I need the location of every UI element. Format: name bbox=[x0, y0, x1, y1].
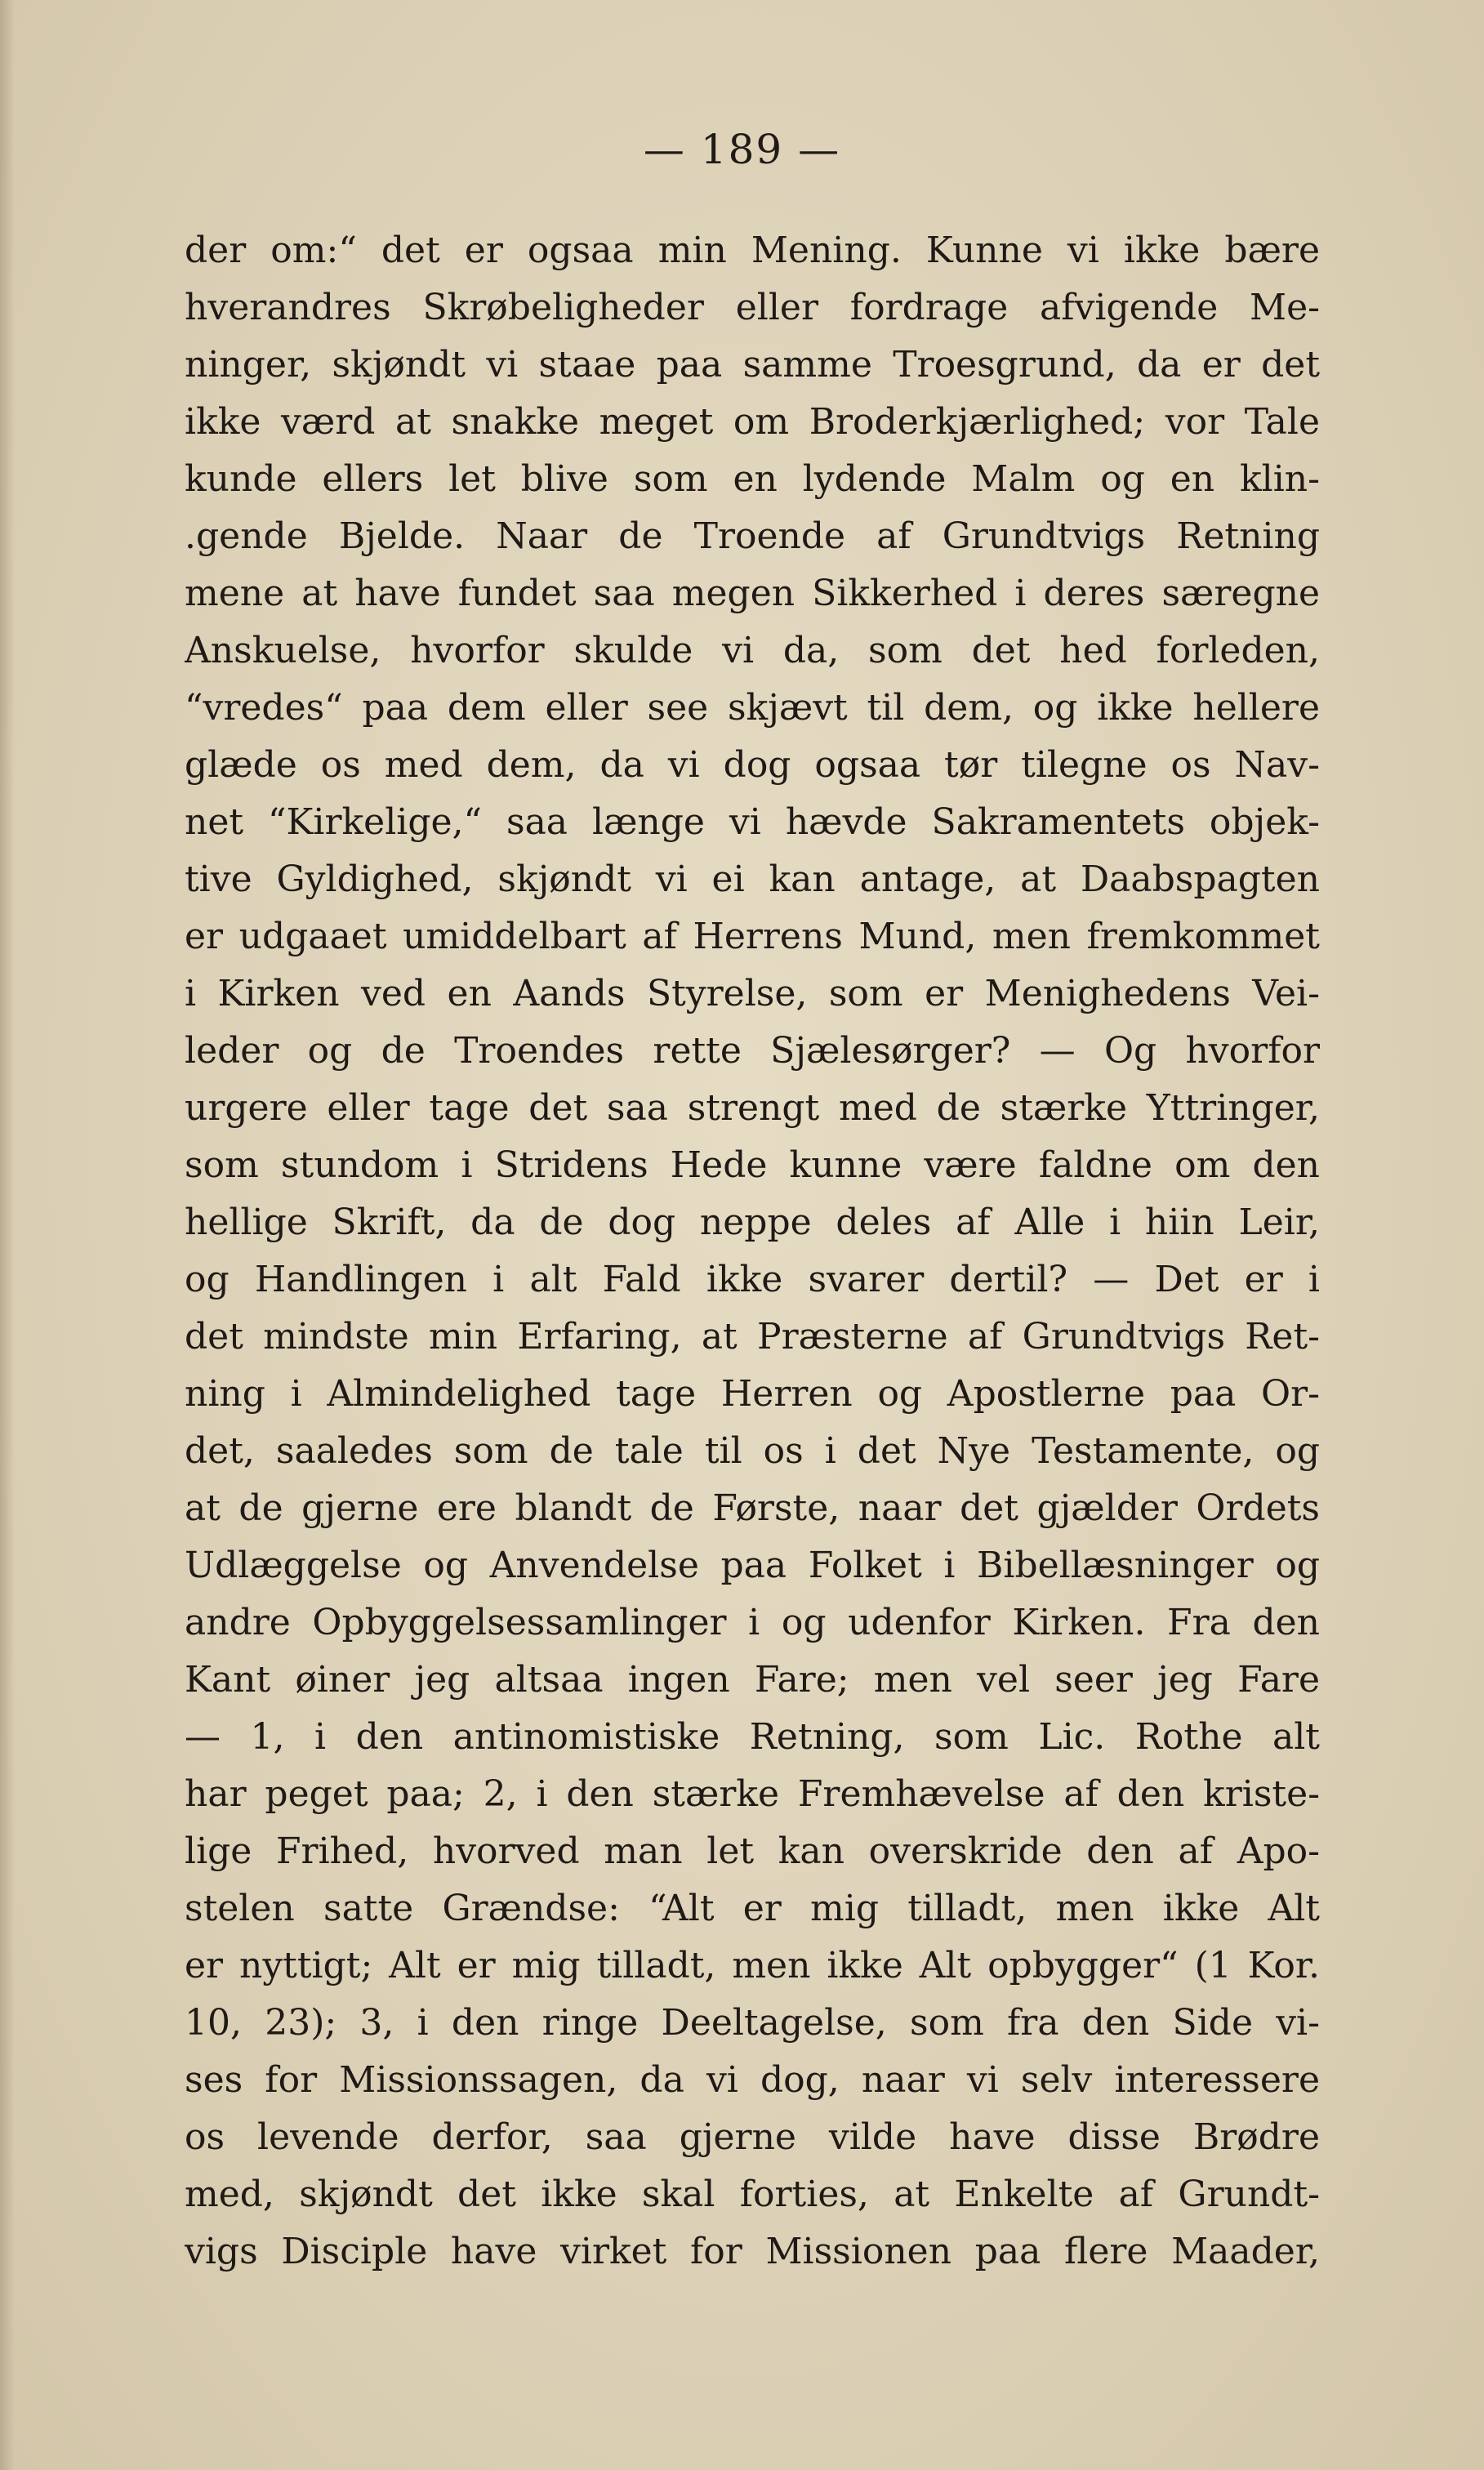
text-line: ning i Almindelighed tage Herren og Apostlerne paa Or- bbox=[185, 1373, 1320, 1415]
text-line: “vredes“ paa dem eller see skjævt til dem, og ikke hellere bbox=[185, 687, 1320, 729]
text-line: hellige Skrift, da de dog neppe deles af Alle i hiin Leir, bbox=[185, 1202, 1320, 1243]
text-line: .gende Bjelde. Naar de Troende af Grundtvigs Retning bbox=[185, 515, 1320, 557]
text-line: Anskuelse, hvorfor skulde vi da, som det hed forleden, bbox=[185, 630, 1320, 671]
text-line: mene at have fundet saa megen Sikkerhed i deres særegne bbox=[185, 573, 1320, 614]
text-line: ninger, skjøndt vi staae paa samme Troesgrund, da er det bbox=[185, 344, 1320, 386]
text-line: har peget paa; 2, i den stærke Fremhævelse af den kriste- bbox=[185, 1773, 1320, 1815]
page-number: — 189 — bbox=[643, 126, 841, 173]
text-line: tive Gyldighed, skjøndt vi ei kan antage, at Daabspagten bbox=[185, 858, 1320, 900]
text-line: 10, 23); 3, i den ringe Deeltagelse, som fra den Side vi- bbox=[185, 2002, 1320, 2044]
text-line: lige Frihed, hvorved man let kan overskride den af Apo- bbox=[185, 1830, 1320, 1872]
body-text bbox=[185, 222, 1320, 2281]
text-line: kunde ellers let blive som en lydende Malm og en klin- bbox=[185, 458, 1320, 500]
text-line: det, saaledes som de tale til os i det Nye Testamente, og bbox=[185, 1430, 1320, 1472]
text-line: det mindste min Erfaring, at Præsterne af Grundtvigs Ret- bbox=[185, 1316, 1320, 1358]
page-edge-shadow bbox=[0, 0, 15, 2470]
text-line: Kant øiner jeg altsaa ingen Fare; men vel seer jeg Fare bbox=[185, 1659, 1320, 1701]
text-line: urgere eller tage det saa strengt med de stærke Yttringer, bbox=[185, 1087, 1320, 1129]
text-line: vigs Disciple have virket for Missionen paa flere Maader, bbox=[185, 2231, 1320, 2272]
text-line: — 1, i den antinomistiske Retning, som Lic. Rothe alt bbox=[185, 1716, 1320, 1758]
text-line: andre Opbyggelsessamlinger i og udenfor Kirken. Fra den bbox=[185, 1602, 1320, 1643]
text-line: og Handlingen i alt Fald ikke svarer dertil? — Det er i bbox=[185, 1259, 1320, 1300]
text-line: ikke værd at snakke meget om Broderkjærlighed; vor Tale bbox=[185, 401, 1320, 443]
text-line: i Kirken ved en Aands Styrelse, som er Menighedens Vei- bbox=[185, 973, 1320, 1014]
text-line: leder og de Troendes rette Sjælesørger? — Og hvorfor bbox=[185, 1030, 1320, 1072]
text-line: at de gjerne ere blandt de Første, naar det gjælder Ordets bbox=[185, 1487, 1320, 1529]
text-line: som stundom i Stridens Hede kunne være faldne om den bbox=[185, 1144, 1320, 1186]
text-line: Udlæggelse og Anvendelse paa Folket i Bibellæsninger og bbox=[185, 1545, 1320, 1586]
text-line: der om:“ det er ogsaa min Mening. Kunne vi ikke bære bbox=[185, 230, 1320, 271]
text-line: glæde os med dem, da vi dog ogsaa tør tilegne os Nav- bbox=[185, 744, 1320, 786]
text-line: hverandres Skrøbeligheder eller fordrage afvigende Me- bbox=[185, 287, 1320, 328]
text-line: os levende derfor, saa gjerne vilde have disse Brødre bbox=[185, 2116, 1320, 2158]
text-line: ses for Missionssagen, da vi dog, naar vi selv interessere bbox=[185, 2059, 1320, 2101]
text-line: er nyttigt; Alt er mig tilladt, men ikke Alt opbygger“ (1 Kor. bbox=[185, 1945, 1320, 1986]
text-line: stelen satte Grændse: “Alt er mig tilladt, men ikke Alt bbox=[185, 1888, 1320, 1929]
text-line: med, skjøndt det ikke skal forties, at Enkelte af Grundt- bbox=[185, 2174, 1320, 2215]
text-line: net “Kirkelige,“ saa længe vi hævde Sakramentets objek- bbox=[185, 801, 1320, 843]
text-line: er udgaaet umiddelbart af Herrens Mund, men fremkommet bbox=[185, 916, 1320, 957]
